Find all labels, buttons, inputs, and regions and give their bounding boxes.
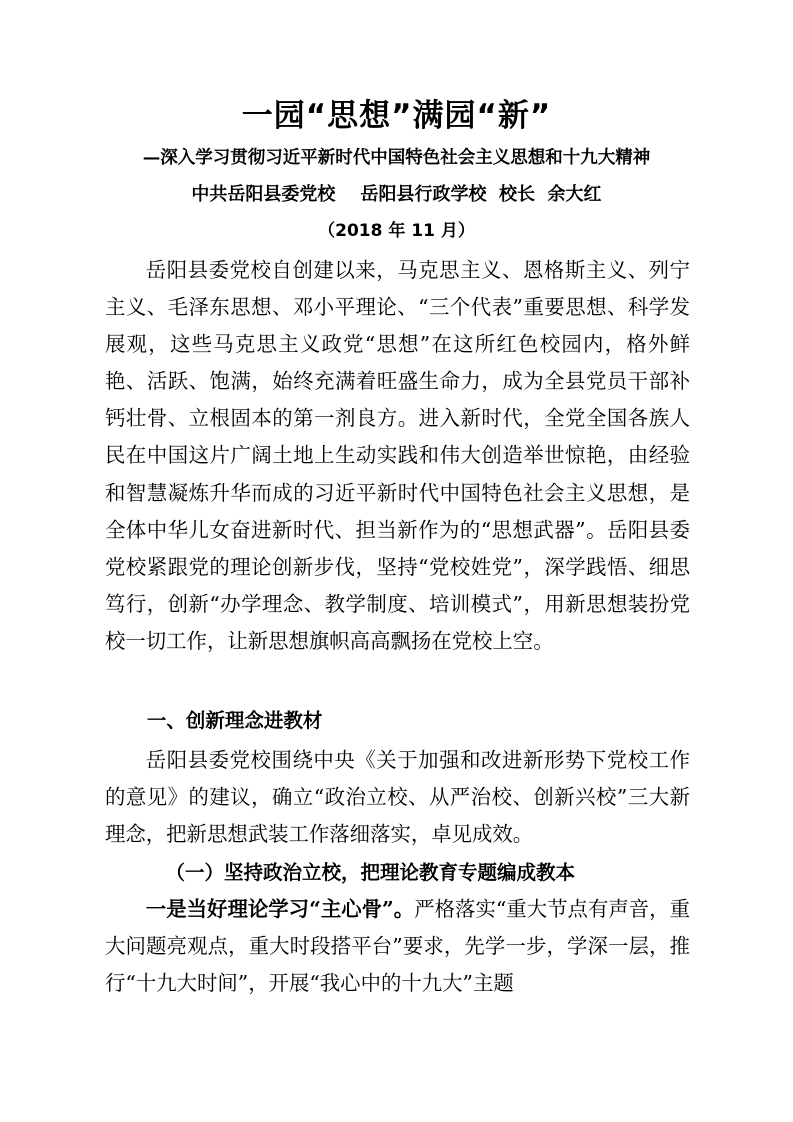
point-1-paragraph xyxy=(105,891,690,1003)
point-1-text: 严格落实“重大节点有声音，重大问题亮观点，重大时段搭平台”要求，先学一步，学深一层，推行“十九大时间”，开展“我心中的十九大”主题 xyxy=(105,897,690,996)
document-title: 一园“思想”满园“新” xyxy=(241,98,552,134)
document-subtitle: —深入学习贯彻习近平新时代中国特色社会主义思想和十九大精神 xyxy=(142,148,651,168)
point-1-lead: 一是当好理论学习“主心骨”。 xyxy=(145,897,415,921)
subsection-heading-1: （一）坚持政治立校，把理论教育专题编成教本 xyxy=(165,861,575,884)
section-1-paragraph: 岳阳县委党校围绕中央《关于加强和改进新形势下党校工作的意见》的建议，确立“政治立校、从严治校、创新兴校”三大新理念，把新思想武装工作落细落实，卓见成效。 xyxy=(105,748,690,847)
document-date: （2018 年 11 月） xyxy=(318,221,475,241)
section-heading-1: 一、创新理念进教材 xyxy=(146,709,323,732)
author-line: 中共岳阳县委党校 岳阳县行政学校 校长 余大红 xyxy=(191,184,602,205)
intro-paragraph: 岳阳县委党校自创建以来，马克思主义、恩格斯主义、列宁主义、毛泽东思想、邓小平理论、“三个代表”重要思想、科学发展观，这些马克思主义政党“思想”在这所红色校园内，格外鲜艳、活跃、饱满，始终充满着旺盛生命力，成为全县党员干部补钙壮骨、立根固本的第一剂良方。进入新时代，全党全国各族人民在中国这片广阔土地上生动实践和伟大创造举世惊艳，由经验和智慧凝炼升华而成的习近平新时代中国特色社会主义思想，是全体中华儿女奋进新时代、担当新作为的“思想武器”。岳阳县委党校紧跟党的理论创新步伐，坚持“党校姓党”，深学践悟、细思笃行，创新“办学理念、教学制度、培训模式”，用新思想装扮党校一切工作，让新思想旗帜高高飘扬在党校上空。 xyxy=(105,258,690,653)
